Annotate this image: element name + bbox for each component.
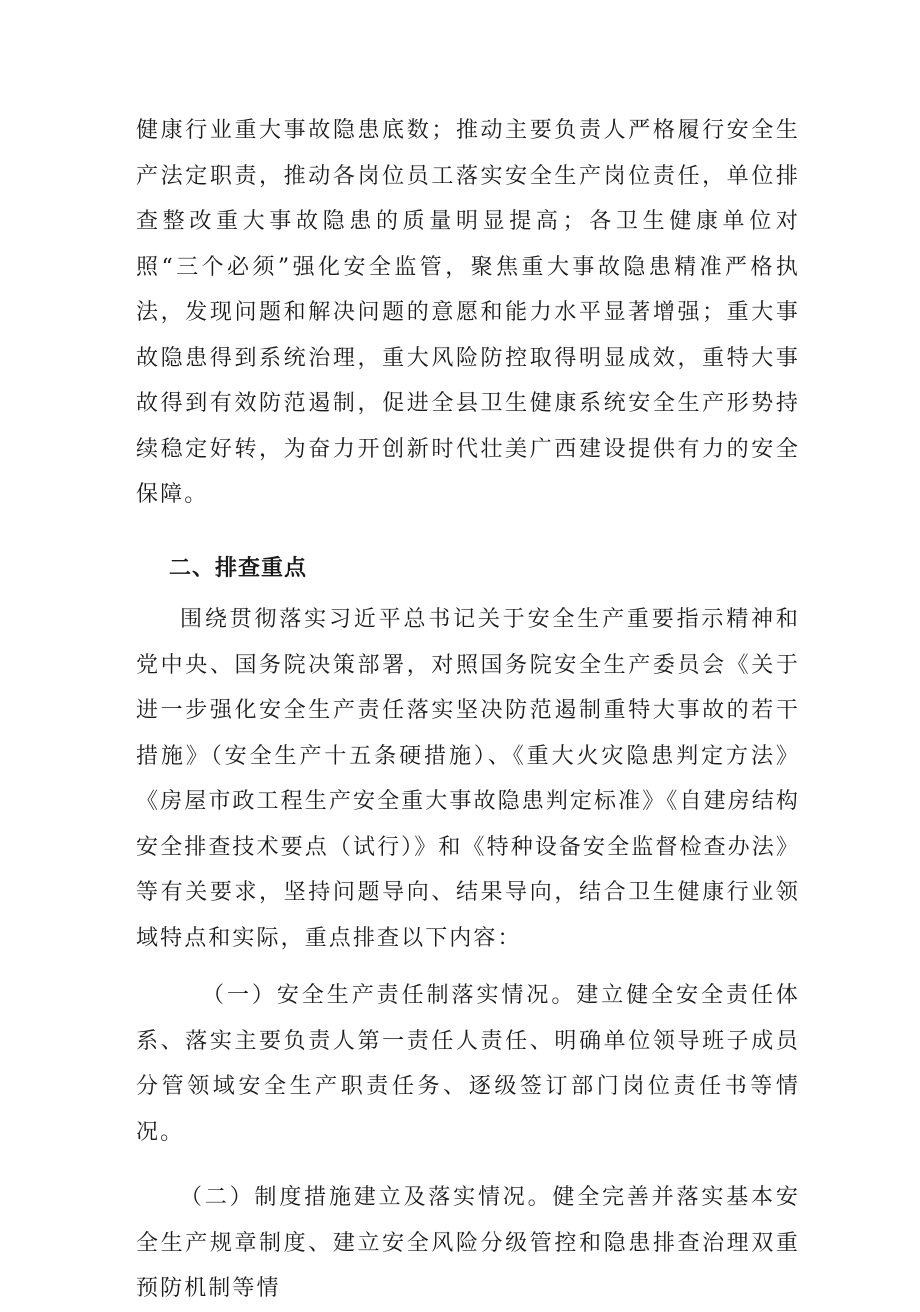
item-paragraph-2: （二）制度措施建立及落实情况。健全完善并落实基本安全生产规章制度、建立安全风险分级管控和隐患排查治理双重预防机制等情 — [136, 1185, 800, 1301]
document-body — [136, 108, 800, 1312]
paragraph-continued: 健康行业重大事故隐患底数；推动主要负责人严格履行安全生产法定职责，推动各岗位员工落实安全生产岗位责任，单位排查整改重大事故隐患的质量明显提高；各卫生健康单位对照“三个必须”强化安全监管，聚焦重大事故隐患精准严格执法，发现问题和解决问题的意愿和能力水平显著增强；重大事故隐患得到系统治理，重大风险防控取得明显成效，重特大事故得到有效防范遏制，促进全县卫生健康系统安全生产形势持续稳定好转，为奋力开创新时代壮美广西建设提供有力的安全保障。 — [136, 118, 800, 507]
intro-paragraph: 围绕贯彻落实习近平总书记关于安全生产重要指示精神和党中央、国务院决策部署，对照国务院安全生产委员会《关于进一步强化安全生产责任落实坚决防范遏制重特大事故的若干措施》（安全生产十五条硬措施）、《重大火灾隐患判定方法》《房屋市政工程生产安全重大事故隐患判定标准》《自建房结构安全排查技术要点（试行）》和《特种设备安全监督检查办法》等有关要求，坚持问题导向、结果导向，结合卫生健康行业领域特点和实际，重点排查以下内容： — [136, 607, 800, 951]
section-heading: 二、排查重点 — [169, 555, 308, 581]
item-paragraph-1: （一）安全生产责任制落实情况。建立健全安全责任体系、落实主要负责人第一责任人责任、明确单位领导班子成员分管领域安全生产职责任务、逐级签订部门岗位责任书等情况。 — [136, 983, 800, 1145]
